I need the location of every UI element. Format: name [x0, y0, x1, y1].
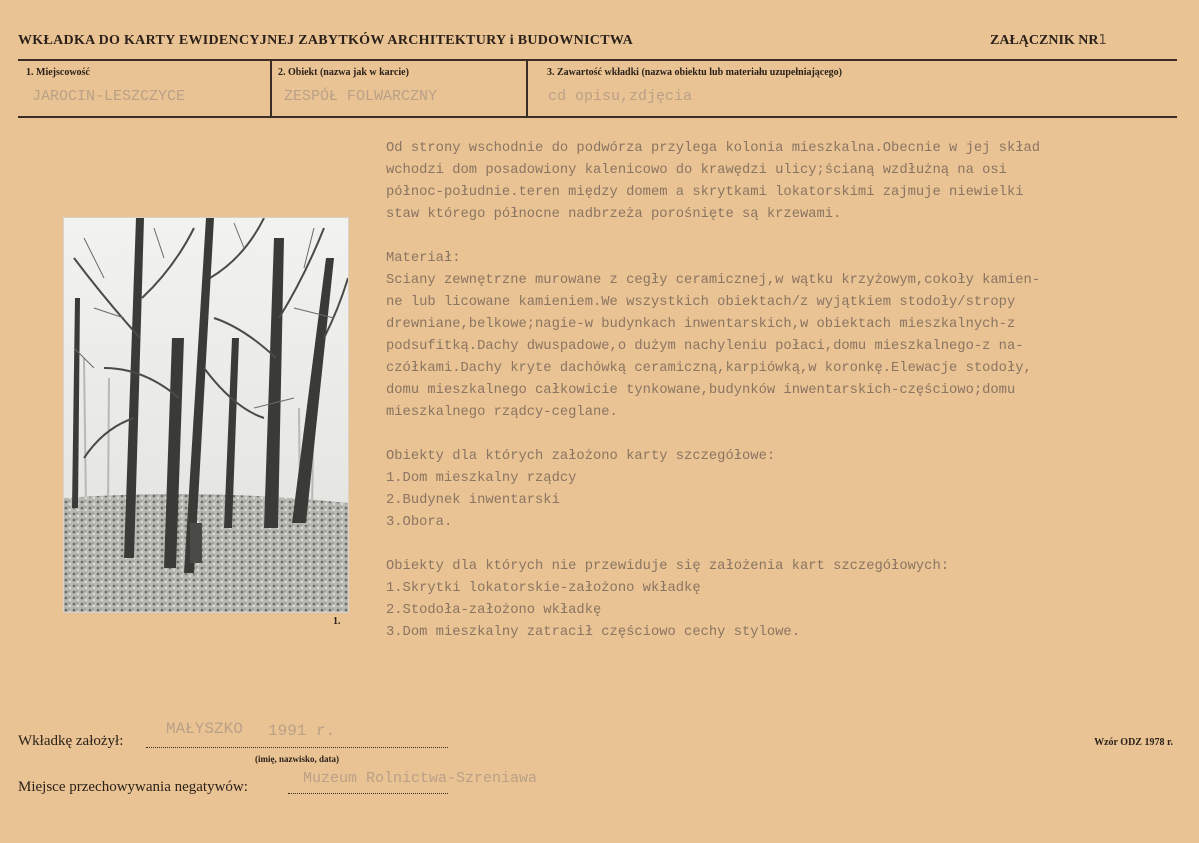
description-line: 2.Budynek inwentarski — [386, 493, 560, 508]
description-line: Od strony wschodnie do podwórza przylega kolonia mieszkalna.Obecnie w jej skład — [386, 141, 1041, 156]
description-line: Sciany zewnętrzne murowane z cegły ceramicznej,w wątku krzyżowym,cokoły kamien- — [386, 273, 1041, 288]
form-reference: Wzór ODZ 1978 r. — [1094, 737, 1173, 748]
negatives-value: Muzeum Rolnictwa-Szreniawa — [303, 770, 538, 787]
description-line: 3.Dom mieszkalny zatracił częściowo cechy stylowe. — [386, 625, 800, 640]
description-line: staw którego północne nadbrzeża porośnięte są krzewami. — [386, 207, 842, 222]
form-title: WKŁADKA DO KARTY EWIDENCYJNEJ ZABYTKÓW ARCHITEKTURY i BUDOWNICTWA — [18, 33, 634, 48]
author-year: 1991 r. — [268, 722, 336, 740]
description-line: ne lub licowane kamieniem.We wszystkich obiektach/z wyjątkiem stodoły/stropy — [386, 295, 1016, 310]
description-line: czółkami.Dachy kryte dachówką ceramiczną,karpiówką,w koronkę.Elewacje stodoły, — [386, 361, 1032, 376]
author-caption: (imię, nazwisko, data) — [255, 754, 339, 764]
description-line: 2.Stodoła-założono wkładkę — [386, 603, 602, 618]
author-dotted-line — [146, 747, 448, 748]
description-line: wchodzi dom posadowiony kalenicowo do krawędzi ulicy;ścianą wzdłużną na osi — [386, 163, 1007, 178]
field-divider-2 — [526, 60, 528, 116]
field-locality-value: JAROCIN-LESZCZYCE — [32, 88, 186, 105]
annex-number: 1 — [1098, 33, 1107, 48]
negatives-dotted-line — [288, 793, 448, 794]
author-label: Wkładkę założył: — [18, 733, 124, 749]
field-content-label: 3. Zawartość wkładki (nazwa obiektu lub materiału uzupełniającego) — [547, 67, 843, 78]
photograph — [64, 218, 348, 612]
description-line: domu mieszkalnego całkowicie tynkowane,budynków inwentarskich-częściowo;domu — [386, 383, 1016, 398]
description-line — [386, 534, 1186, 556]
description-line — [386, 424, 1186, 446]
description-line: północ-południe.teren między domem a skrytkami lokatorskimi zajmuje niewielki — [386, 185, 1024, 200]
negatives-label: Miejsce przechowywania negatywów: — [18, 779, 248, 795]
description-line: 3.Obora. — [386, 515, 453, 530]
description-line: podsufitką.Dachy dwuspadowe,o dużym nachyleniu połaci,domu mieszkalnego-z na- — [386, 339, 1024, 354]
description-line: 1.Dom mieszkalny rządcy — [386, 471, 577, 486]
description-line: mieszkalnego rządcy-ceglane. — [386, 405, 618, 420]
photo-number: 1. — [333, 616, 341, 627]
header-rule-top — [18, 59, 1177, 61]
description-line: drewniane,belkowe;nagie-w budynkach inwentarskich,w obiektach mieszkalnych-z — [386, 317, 1016, 332]
field-content-value: cd opisu,zdjęcia — [548, 88, 693, 105]
field-divider-1 — [270, 60, 272, 116]
trees-photo-image — [64, 218, 348, 612]
annex-label — [990, 33, 1107, 49]
field-locality-label: 1. Miejscowość — [26, 67, 90, 78]
author-name: MAŁYSZKO — [166, 720, 243, 738]
description-text — [386, 138, 1186, 644]
field-object-label: 2. Obiekt (nazwa jak w karcie) — [278, 67, 409, 78]
header-rule-bottom — [18, 116, 1177, 118]
annex-label-text: ZAŁĄCZNIK NR — [990, 33, 1099, 48]
description-line: 1.Skrytki lokatorskie-założono wkładkę — [386, 581, 701, 596]
description-line: Obiekty dla których założono karty szczegółowe: — [386, 449, 776, 464]
description-line: Obiekty dla których nie przewiduje się założenia kart szczegółowych: — [386, 559, 950, 574]
description-line: Materiał: — [386, 251, 461, 266]
description-line — [386, 226, 1186, 248]
field-object-value: ZESPÓŁ FOLWARCZNY — [284, 88, 438, 105]
